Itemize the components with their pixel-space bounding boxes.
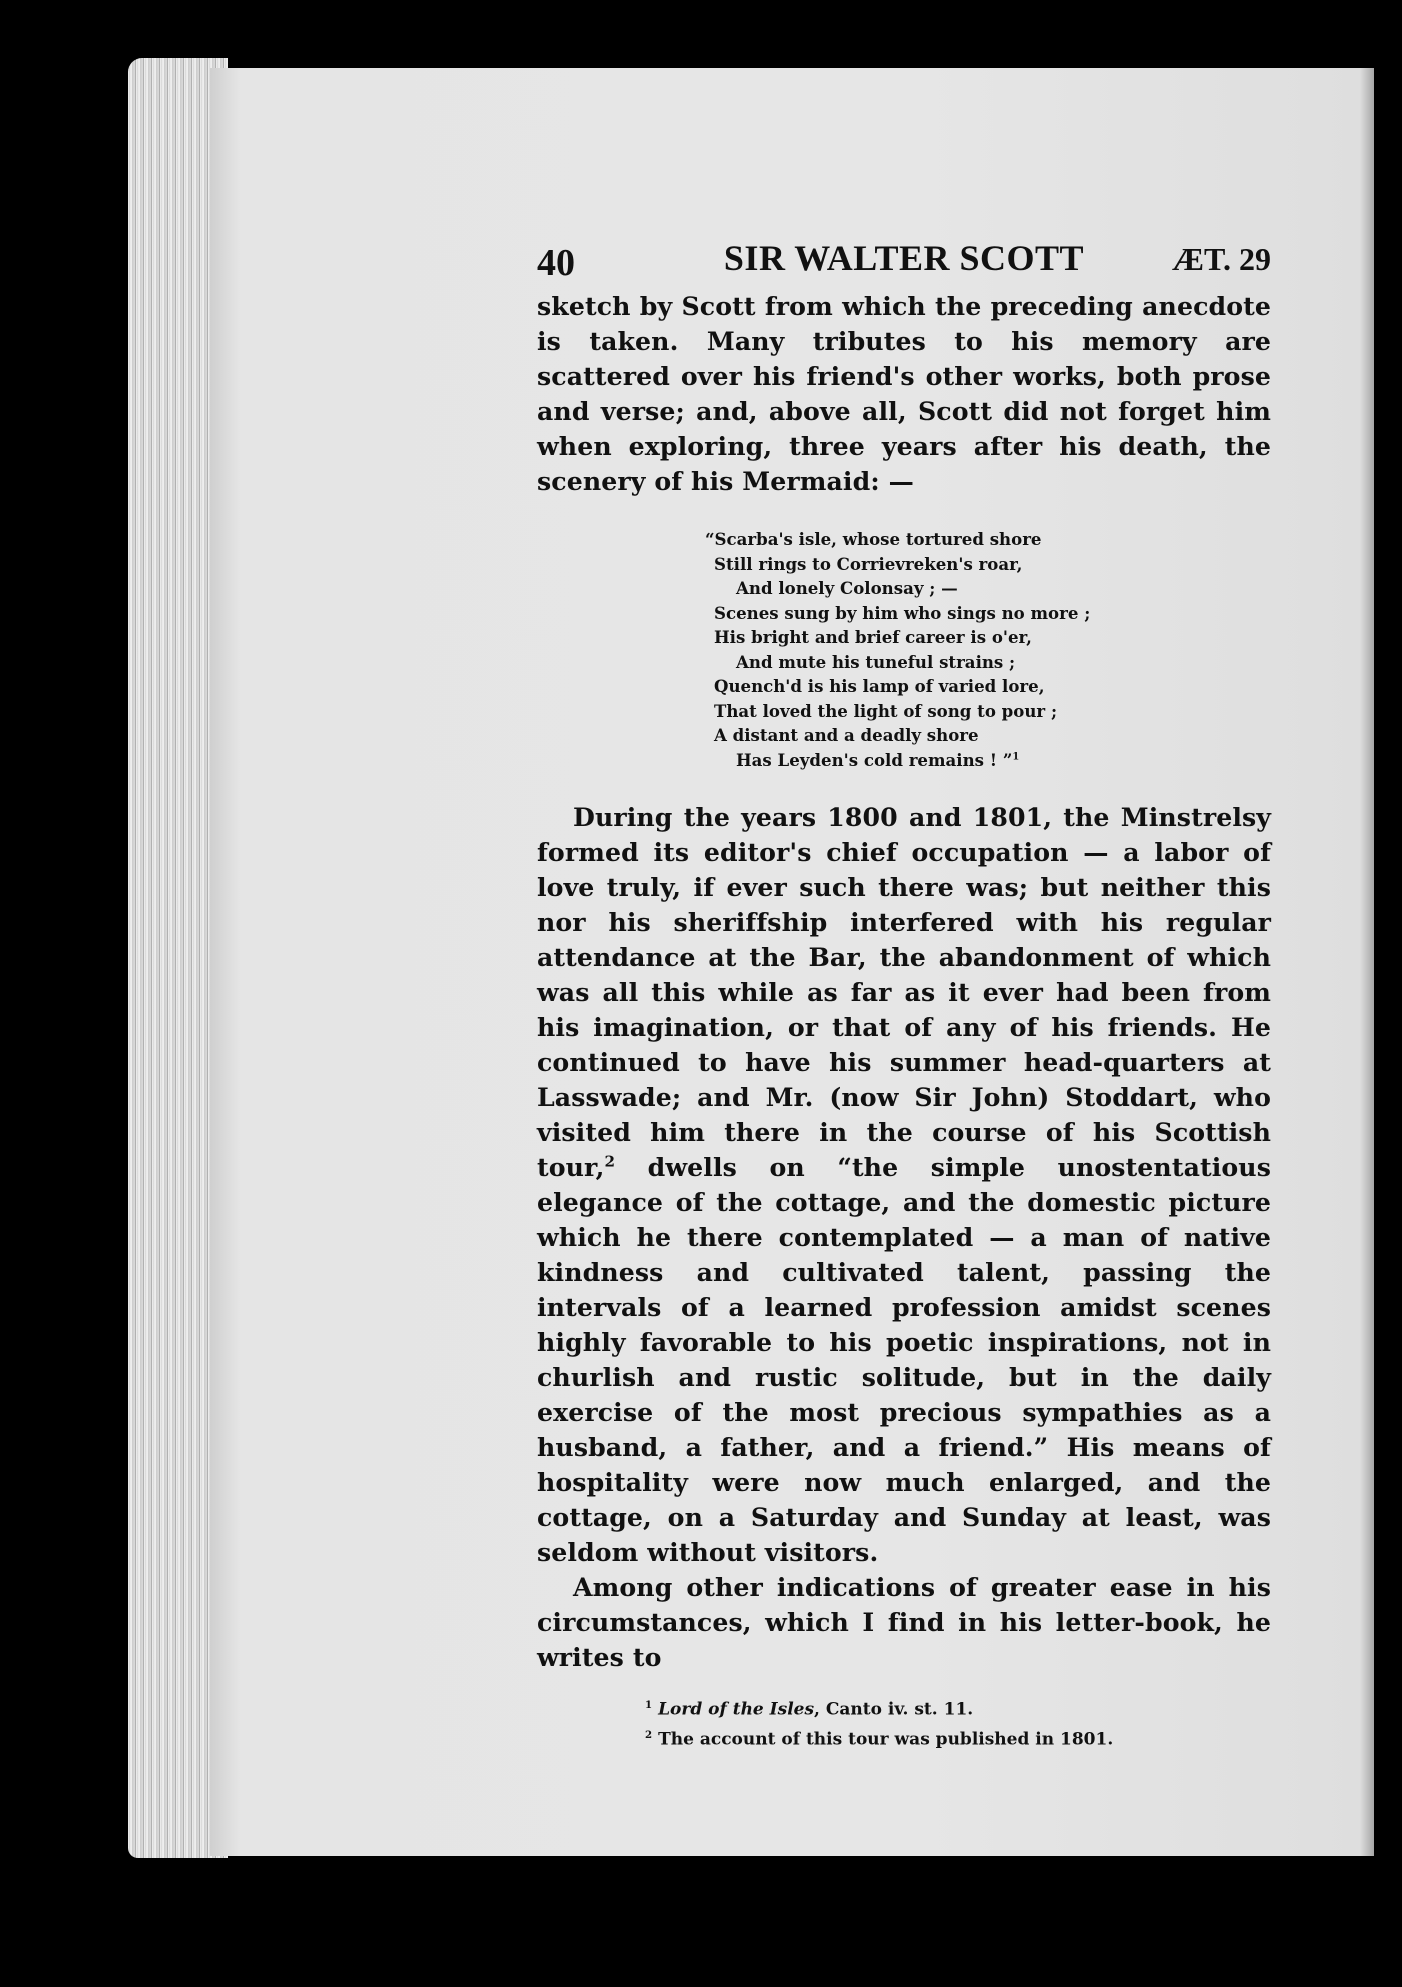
footnote-number: 2 — [645, 1728, 653, 1741]
page-number: 40 — [537, 242, 575, 284]
age-marker: ÆT. 29 — [1172, 241, 1271, 277]
poem-line: A distant and a deadly shore — [714, 725, 979, 745]
footnote-ref-2: 2 — [604, 1152, 616, 1171]
gutter-shadow — [1360, 68, 1374, 1856]
poem-line: Scenes sung by him who sings no more ; — [714, 602, 1091, 623]
footnote-2 — [645, 1723, 1271, 1753]
paragraph-2-text-a: During the years 1800 and 1801, the Minstrelsy formed its editor's chief occupation — a labor of love truly, if ever such there was; but neither this nor his sheriffship interfered with his regular attendance at the Bar, the abandonment of which was all this while as far as it ever had been from his imagination, or that of any of his friends. He continued to have his summer head-quarters at Lasswade; and Mr. (now Sir John) Stoddart, who visited him there in the course of his Scottish tour, — [537, 802, 1271, 1182]
paragraph-2-text-b: dwells on “the simple unostentatious elegance of the cottage, and the domestic picture which he there contemplated — a man of native kindness and cultivated talent, passing the intervals of a learned profession amidst scenes highly favorable to his poetic inspirations, not in churlish and rustic solitude, but in the daily exercise of the most precious sympathies as a husband, a father, and a friend.” His means of hospitality were now much enlarged, and the cottage, on a Saturday and Sunday at least, was seldom without visitors. — [537, 1152, 1271, 1567]
footnote-1 — [645, 1693, 1271, 1723]
footnote-number: 1 — [645, 1699, 653, 1711]
footnote-text: The account of this tour was published in 1801. — [658, 1729, 1114, 1750]
footnote-title: Lord of the Isles — [658, 1699, 815, 1720]
poem-line: Still rings to Corrievreken's roar, — [714, 553, 1023, 574]
poem-line: Quench'd is his lamp of varied lore, — [714, 676, 1045, 696]
running-title: SIR WALTER SCOTT — [723, 238, 1085, 278]
poem-line-last — [714, 748, 1271, 773]
poem-line: That loved the light of song to pour ; — [714, 700, 1058, 721]
paragraph-3: Among other indications of greater ease in his circumstances, which I find in his letter-book, he writes to — [537, 1572, 1271, 1672]
footnote-ref-1: 1 — [1012, 750, 1020, 762]
poem-line: And lonely Colonsay ; — — [736, 578, 958, 598]
text-block — [537, 237, 1271, 1752]
poem-line: And mute his tuneful strains ; — [736, 651, 1016, 672]
footnotes — [645, 1693, 1271, 1752]
poem-line: His bright and brief career is o'er, — [714, 627, 1032, 647]
footnote-text: , Canto iv. st. 11. — [814, 1699, 974, 1720]
poem-line: “Scarba's isle, whose tortured shore — [705, 529, 1042, 549]
poem-quotation — [705, 527, 1271, 772]
paragraph-1: sketch by Scott from which the preceding anecdote is taken. Many tributes to his memory are scattered over his friend's other works, both prose and verse; and, above all, Scott did not forget him when exploring, three years after his death, the scenery of his Mermaid: — — [537, 291, 1271, 496]
running-head — [537, 237, 1271, 289]
poem-line-text: Has Leyden's cold remains ! ” — [736, 749, 1013, 770]
paragraph-2 — [537, 800, 1271, 1570]
